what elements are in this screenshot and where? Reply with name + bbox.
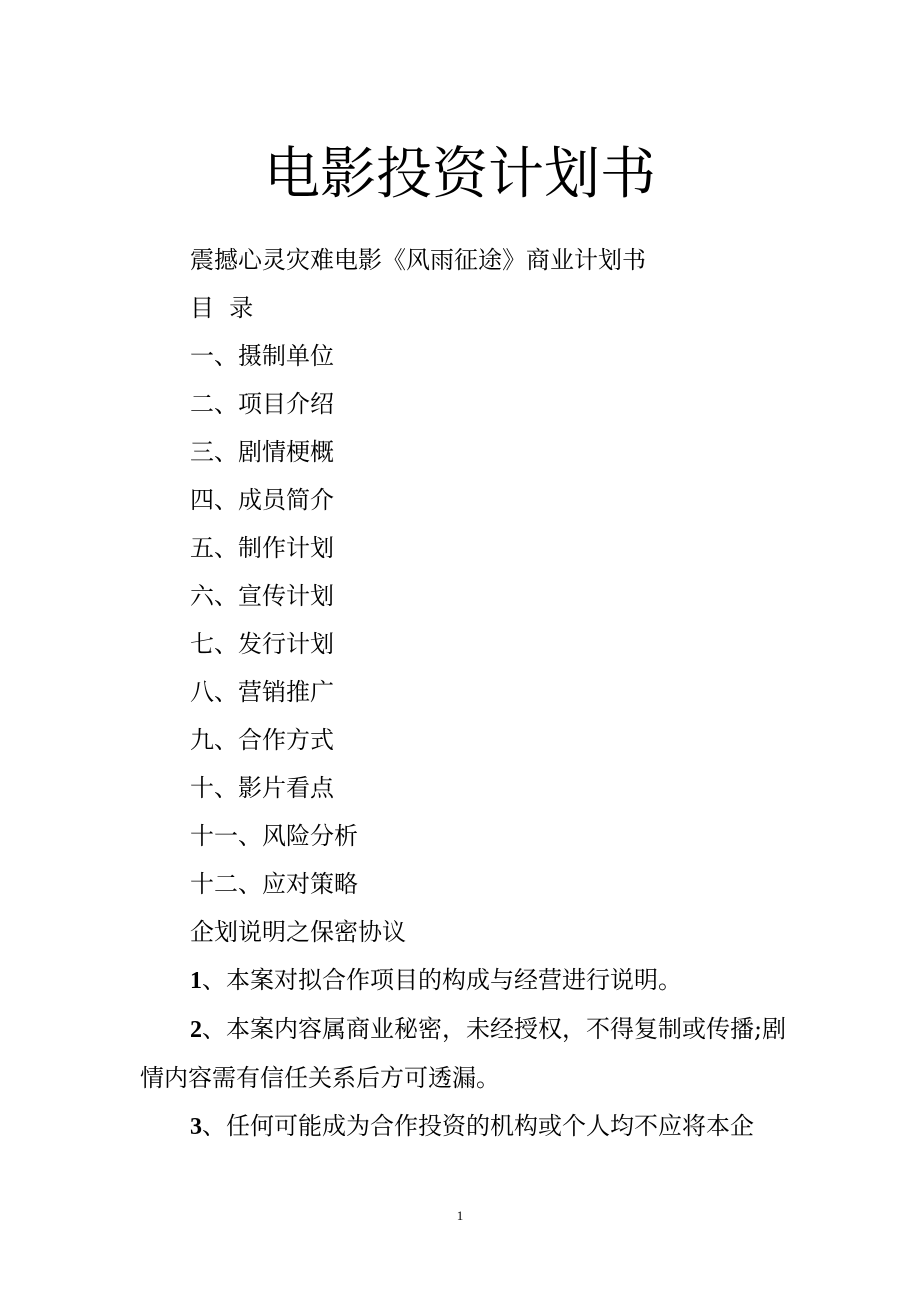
clause-number: 1 [190, 968, 202, 994]
toc-item: 三、剧情梗概 [190, 438, 334, 466]
clause-3 [140, 1102, 788, 1151]
toc-item: 八、营销推广 [190, 678, 334, 706]
toc-item: 一、摄制单位 [190, 342, 334, 370]
confidentiality-heading: 企划说明之保密协议 [190, 918, 406, 946]
clause-text: 、本案对拟合作项目的构成与经营进行说明。 [202, 966, 682, 994]
clause-2 [140, 1005, 788, 1102]
toc-heading: 目 录 [190, 294, 254, 322]
subtitle: 震撼心灵灾难电影《风雨征途》商业计划书 [190, 246, 646, 274]
toc-item: 四、成员简介 [190, 486, 334, 514]
toc-item: 十、影片看点 [190, 774, 334, 802]
toc-item: 二、项目介绍 [190, 390, 334, 418]
page-number: 1 [456, 1208, 464, 1223]
toc-item: 九、合作方式 [190, 726, 334, 754]
document-title: 电影投资计划书 [264, 142, 656, 207]
toc-item: 十一、风险分析 [190, 822, 358, 850]
document-body [140, 236, 788, 1151]
clause-number: 2 [190, 1017, 202, 1043]
clause-1 [140, 956, 788, 1005]
toc-item: 十二、应对策略 [190, 870, 358, 898]
toc-item: 六、宣传计划 [190, 582, 334, 610]
toc-item: 七、发行计划 [190, 630, 334, 658]
clause-text: 、任何可能成为合作投资的机构或个人均不应将本企 [202, 1112, 754, 1140]
toc-item: 五、制作计划 [190, 534, 334, 562]
clause-number: 3 [190, 1114, 202, 1140]
clause-text: 、本案内容属商业秘密，未经授权，不得复制或传播;剧情内容需有信任关系后方可透漏。 [140, 1015, 787, 1092]
